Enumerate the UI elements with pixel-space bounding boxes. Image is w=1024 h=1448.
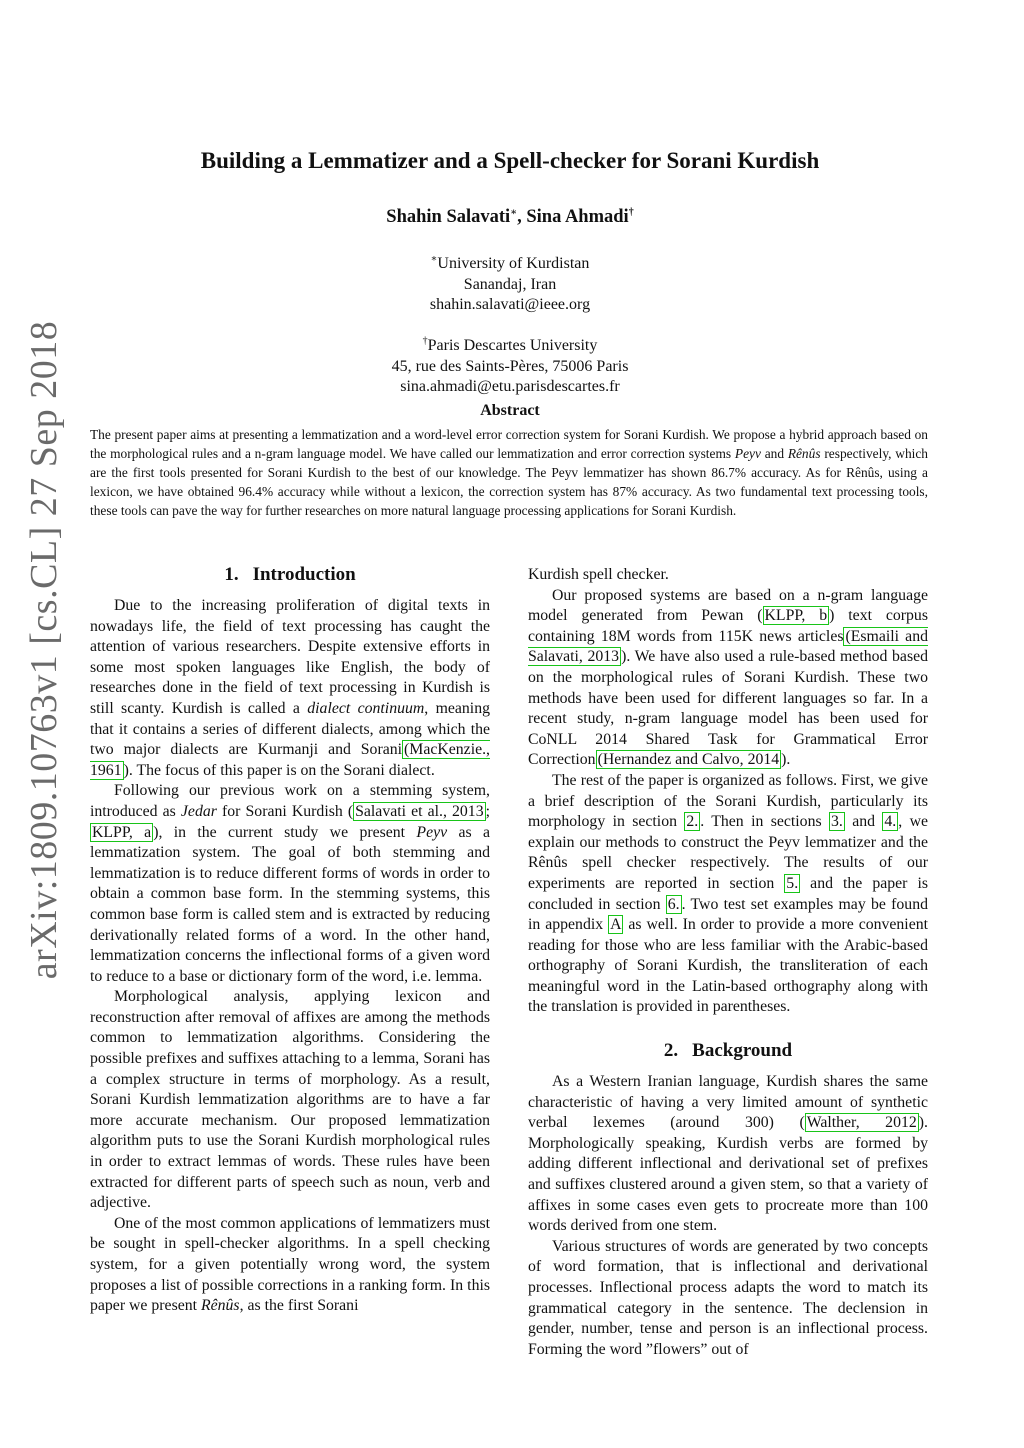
paragraph: The rest of the paper is organized as follows. First, we give a brief description of the Sorani Kurdish, particularly its morphology in section 2. . Then in sections 3. and 4. , we explain our methods to construct the Peyv lemmatizer and the Rênûs spell checker respectively. The results of our experiments are reported in section 5. and the paper is concluded in section 6. . Two test set examples may be found in appendix A as well. In order to provide a more convenient reading for those who are less familiar with the Arabic-based orthography of Sorani Kurdish, the transliteration of each meaningful word in the Latin-based orthography along with the translation is provided in parentheses. [528,771,928,1016]
paragraph: Our proposed systems are based on a n-gram language model generated from Pewan ( KLPP, b ) text corpus containing 18M words from 115K news articles (Esmaili and Salavati, 2013 ). We have also used a rule-based method based on the morphological rules of Sorani Kurdish. These two methods have been used for different languages so far. In a recent study, n-gram language model has been used for CoNLL 2014 Shared Task for Grammatical Error Correction (Hernandez and Calvo, 2014 ). [528,586,928,769]
affiliation-mark: ∗ [430,253,438,265]
affiliation-location: Sanandaj, Iran [463,275,557,293]
paragraph: Morphological analysis, applying lexicon and reconstruction after removal of affixes are among the methods common to lemmatization algorithms. Considering the possible prefixes and suffixes attaching to a lemma, Sorani has a complex structure in terms of morphology. As a result, Sorani Kurdish lemmatization algorithms are to have a far more accurate mechanism. Our proposed lemmatization algorithm puts to use the Sorani Kurdish morphological rules in order to extract lemmas of words. These rules have been extracted for different parts of speech such as noun, verb and adjective. [90,988,490,1212]
section-link[interactable]: 4. [884,813,897,831]
citation-link[interactable]: KLPP, a [92,823,152,841]
affiliation-mark: † [422,335,428,347]
section-link[interactable]: 2. [686,813,699,831]
paragraph: Various structures of words are generated by two concepts of word formation, that is inflectional and derivational processes. Inflectional process adapts the word to match its grammatical category in the sentence. The declension in gender, number, tense and person is an inflectional process. Forming the word ”flowers” out of [528,1237,928,1358]
affiliation-1 [90,254,930,316]
citation-link[interactable]: (Esmaili and Salavati, 2013 [528,627,928,666]
paragraph: One of the most common applications of lemmatizers must be sought in spell-checker algorithms. In a spell checking system, for a given potentially wrong word, the system proposes a list of possible corrections in a ranking form. In this paper we present Rênûs, as the first Sorani [90,1214,490,1315]
affiliation-institution: Paris Descartes University [427,337,598,354]
appendix-link[interactable]: A [610,916,622,934]
affiliation-email: shahin.salavati@ieee.org [429,296,591,313]
authors [90,207,930,228]
section-link[interactable]: 5. [786,874,799,892]
affiliation-institution: University of Kurdistan [437,255,590,272]
section-heading-background: 2. Background [663,1040,793,1062]
citation-link[interactable]: (Hernandez and Calvo, 2014 [597,751,780,769]
author-2-mark: † [628,206,634,218]
citation-link[interactable]: (MacKenzie., 1961 [90,741,490,779]
citation-link[interactable]: Walther, 2012 [806,1114,917,1132]
right-column [528,565,928,1360]
section-heading-introduction: 1. Introduction [224,564,356,585]
paper-title: Building a Lemmatizer and a Spell-checker for Sorani Kurdish [200,148,820,173]
left-column [90,564,490,1317]
section-link[interactable]: 6. [667,895,680,913]
affiliation-location: 45, rue des Saints-Pères, 75006 Paris [391,357,629,375]
paragraph: As a Western Iranian language, Kurdish shares the same characteristic of having a very limited amount of synthetic verbal lexemes (around 300) ( Walther, 2012 ). Morphologically speaking, Kurdish verbs are formed by adding different inflectional and derivational set of prefixes and suffixes clustered around a given stem, so that a variety of affixes in some cases even gets to procreate more than 100 words derived from one stem. [528,1073,928,1235]
paragraph: Kurdish spell checker. [528,566,669,583]
citation-link[interactable]: KLPP, b [764,607,828,625]
arxiv-stamp: arXiv:1809.10763v1 [cs.CL] 27 Sep 2018 [23,320,65,980]
author-2: Sina Ahmadi [526,207,629,227]
affiliation-email: sina.ahmadi@etu.parisdescartes.fr [400,378,620,395]
abstract-body: The present paper aims at presenting a lemmatization and a word-level error correction system for Sorani Kurdish. We propose a hybrid approach based on the morphological rules and a n-gram language model. We have called our lemmatization and error correction systems Peyv and Rênûs respectively, which are the first tools presented for Sorani Kurdish to the best of our knowledge. The Peyv lemmatizer has shown 86.7% accuracy. As for Rênûs, using a lexicon, we have obtained 96.4% accuracy while without a lexicon, the correction system has 87% accuracy. As two fundamental text processing tools, these tools can pave the way for further researches on more natural language processing applications for Sorani Kurdish. [90,427,929,518]
paragraph: Due to the increasing proliferation of digital texts in nowadays life, the field of text processing has caught the attention of various researchers. Despite extensive efforts in some most spoken languages like English, the body of researches done in the field of text processing in Kurdish is still scanty. Kurdish is called a dialect continuum, meaning that it contains a series of different dialects, among which the two major dialects are Kurmanji and Sorani (MacKenzie., 1961 ). The focus of this paper is on the Sorani dialect. [90,597,490,779]
author-1: Shahin Salavati [386,207,511,227]
author-separator: , [517,207,527,227]
abstract-heading: Abstract [480,402,540,419]
citation-link[interactable]: Salavati et al., 2013 [355,802,484,820]
paragraph: Following our previous work on a stemming system, introduced as Jedar for Sorani Kurdish ( Salavati et al., 2013 ; KLPP, a ), in the current study we present Peyv as a lemmatization system. The goal of both stemming and lemmatization is to reduce different forms of words in order to obtain a common base form. In the stemming systems, this common base form is called stem and is extracted by reducing derivationally related forms of a word. In the other hand, lemmatization concerns the inflectional forms of a given word to reduce to a base or dictionary form of the word, i.e. lemma. [90,782,490,985]
affiliation-2 [90,336,930,398]
section-link[interactable]: 3. [830,813,843,831]
author-1-mark: ∗ [510,206,518,218]
